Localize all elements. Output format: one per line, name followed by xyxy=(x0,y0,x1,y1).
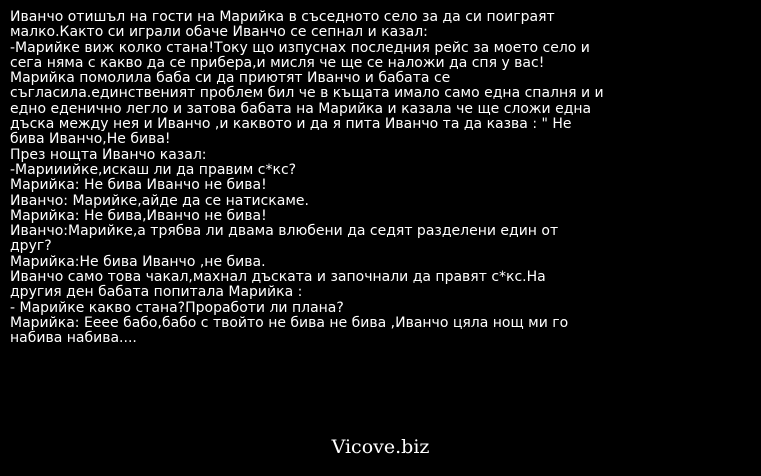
story-line: Марийка: Не бива Иванчо не бива! xyxy=(10,177,267,194)
story-line: друг? xyxy=(10,238,52,255)
story-line: Марийка:Не бива Иванчо ,не бива. xyxy=(10,253,266,270)
story-line: Иванчо само това чакал,махнал дъската и започнали да правят с*кс.На xyxy=(10,269,546,286)
story-line: съгласила.единственият проблем бил че в къщата имало само една спалня и и xyxy=(10,85,604,102)
story-line: -Марийке виж колко стана!Току що изпуснах последния рейс за моето село и xyxy=(10,39,590,56)
story-line: другия ден бабата попитала Марийка : xyxy=(10,284,303,301)
story-line: Иванчо: Марийке,айде да се натискаме. xyxy=(10,192,309,209)
story-line: едно еденично легло и затова бабата на Марийка и казала че ще сложи една xyxy=(10,100,592,117)
story-line: Иванчо отишъл на гости на Марийка в съседното село за да си поиграят xyxy=(10,9,555,25)
story-line: набива набива.... xyxy=(10,330,137,347)
story-line: Марийка: Не бива,Иванчо не бива! xyxy=(10,207,267,224)
story-line: Марийка: Ееее бабо,бабо с твойто не бива не бива ,Иванчо цяла нощ ми го xyxy=(10,314,569,331)
story-line: сега няма с какво да се прибера,и мисля че ще се наложи да спя у вас! xyxy=(10,54,545,71)
story-line: бива Иванчо,Не бива! xyxy=(10,131,171,148)
story-line: - Марийке какво стана?Проработи ли плана? xyxy=(10,299,344,316)
story-line: -Марииийке,искаш ли да правим с*кс? xyxy=(10,161,297,178)
story-line: Марийка помолила баба си да приютят Иванчо и бабата се xyxy=(10,70,451,87)
story-line: дъска между нея и Иванчо ,и каквото и да я пита Иванчо та да казва : " Не xyxy=(10,116,572,133)
story-line: През нощта Иванчо казал: xyxy=(10,146,207,163)
joke-text xyxy=(10,10,755,347)
story-line: малко.Както си играли обаче Иванчо се сепнал и казал: xyxy=(10,24,428,41)
story-line: Иванчо:Марийке,а трябва ли двама влюбени да седят разделени един от xyxy=(10,223,559,240)
site-watermark: Vicove.biz xyxy=(331,436,430,458)
